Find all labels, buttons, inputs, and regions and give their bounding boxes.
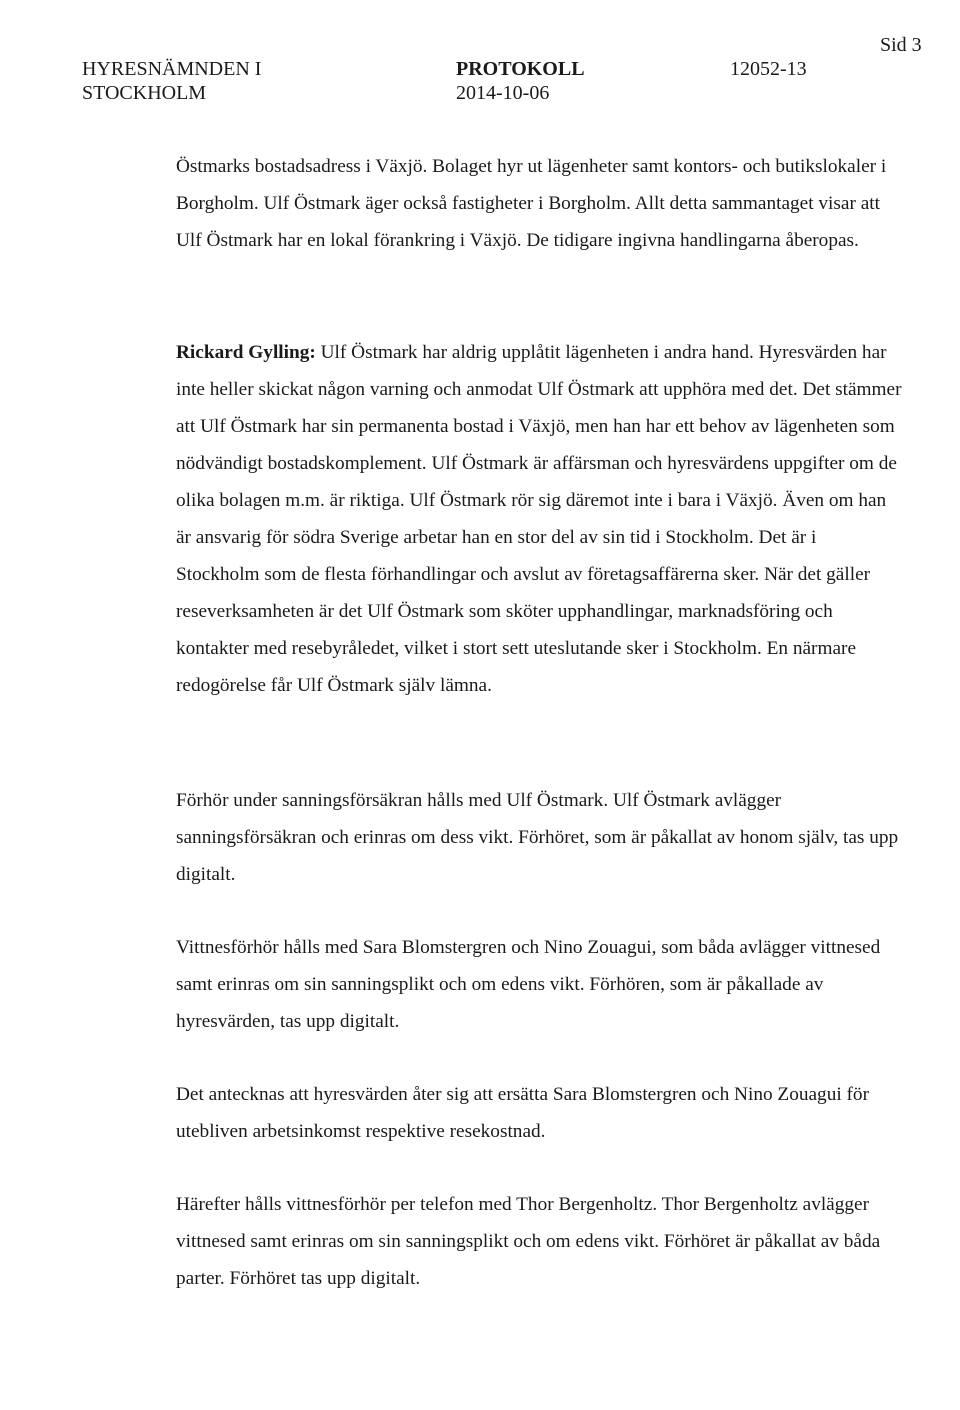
paragraph-statement [176, 334, 904, 704]
paragraph-address: Östmarks bostadsadress i Växjö. Bolaget hyr ut lägenheter samt kontors- och butikslokaler i Borgholm. Ulf Östmark äger också fastigheter i Borgholm. Allt detta sammantaget visar att Ulf Östmark har en lokal förankring i Växjö. De tidigare ingivna handlingarna åberopas. [176, 156, 887, 251]
page-number: Sid 3 [880, 34, 922, 56]
paragraph-witnesses: Vittnesförhör hålls med Sara Blomstergren och Nino Zouagui, som båda avlägger vittnesed samt erinras om sin sanningsplikt och om edens vikt. Förhören, som är påkallade av hyresvärden, tas upp digitalt. [176, 937, 881, 1032]
paragraph-compensation: Det antecknas att hyresvärden åter sig att ersätta Sara Blomstergren och Nino Zouagui för utebliven arbetsinkomst respektive resekostnad. [176, 1084, 869, 1142]
organization-line-2: STOCKHOLM [82, 82, 207, 104]
speaker-name: Rickard Gylling: [176, 342, 316, 363]
paragraph-phone-hearing: Härefter hålls vittnesförhör per telefon med Thor Bergenholtz. Thor Bergenholtz avlägger vittnesed samt erinras om sin sanningsplikt och om edens vikt. Förhöret är påkallat av båda parter. Förhöret tas upp digitalt. [176, 1194, 881, 1289]
document-date: 2014-10-06 [456, 82, 550, 104]
document-heading [456, 57, 585, 105]
case-number: 12052-13 [730, 58, 807, 80]
statement-text: Ulf Östmark har aldrig upplåtit lägenheten i andra hand. Hyresvärden har inte heller skickat någon varning och anmodat Ulf Östmark att upphöra med det. Det stämmer att Ulf Östmark har sin permanenta bostad i Växjö, men han har ett behov av lägenheten som nödvändigt bostadskomplement. Ulf Östmark är affärsman och hyresvärdens uppgifter om de olika bolagen m.m. är riktiga. Ulf Östmark rör sig däremot inte i bara i Växjö. Även om han är ansvarig för södra Sverige arbetar han en stor del av sin tid i Stockholm. Det är i Stockholm som de flesta förhandlingar och avslut av företagsaffärerna sker. När det gäller reseverksamheten är det Ulf Östmark som sköter upphandlingar, marknadsföring och kontakter med resebyråledet, vilket i stort sett uteslutande sker i Stockholm. En närmare redogörelse får Ulf Östmark själv lämna. [176, 342, 902, 696]
organization-name [82, 57, 261, 105]
paragraph-hearing: Förhör under sanningsförsäkran hålls med Ulf Östmark. Ulf Östmark avlägger sanningsförsäkran och erinras om dess vikt. Förhöret, som är påkallat av honom själv, tas upp digitalt. [176, 790, 899, 885]
organization-line-1: HYRESNÄMNDEN I [82, 58, 262, 80]
document-title: PROTOKOLL [456, 58, 585, 80]
